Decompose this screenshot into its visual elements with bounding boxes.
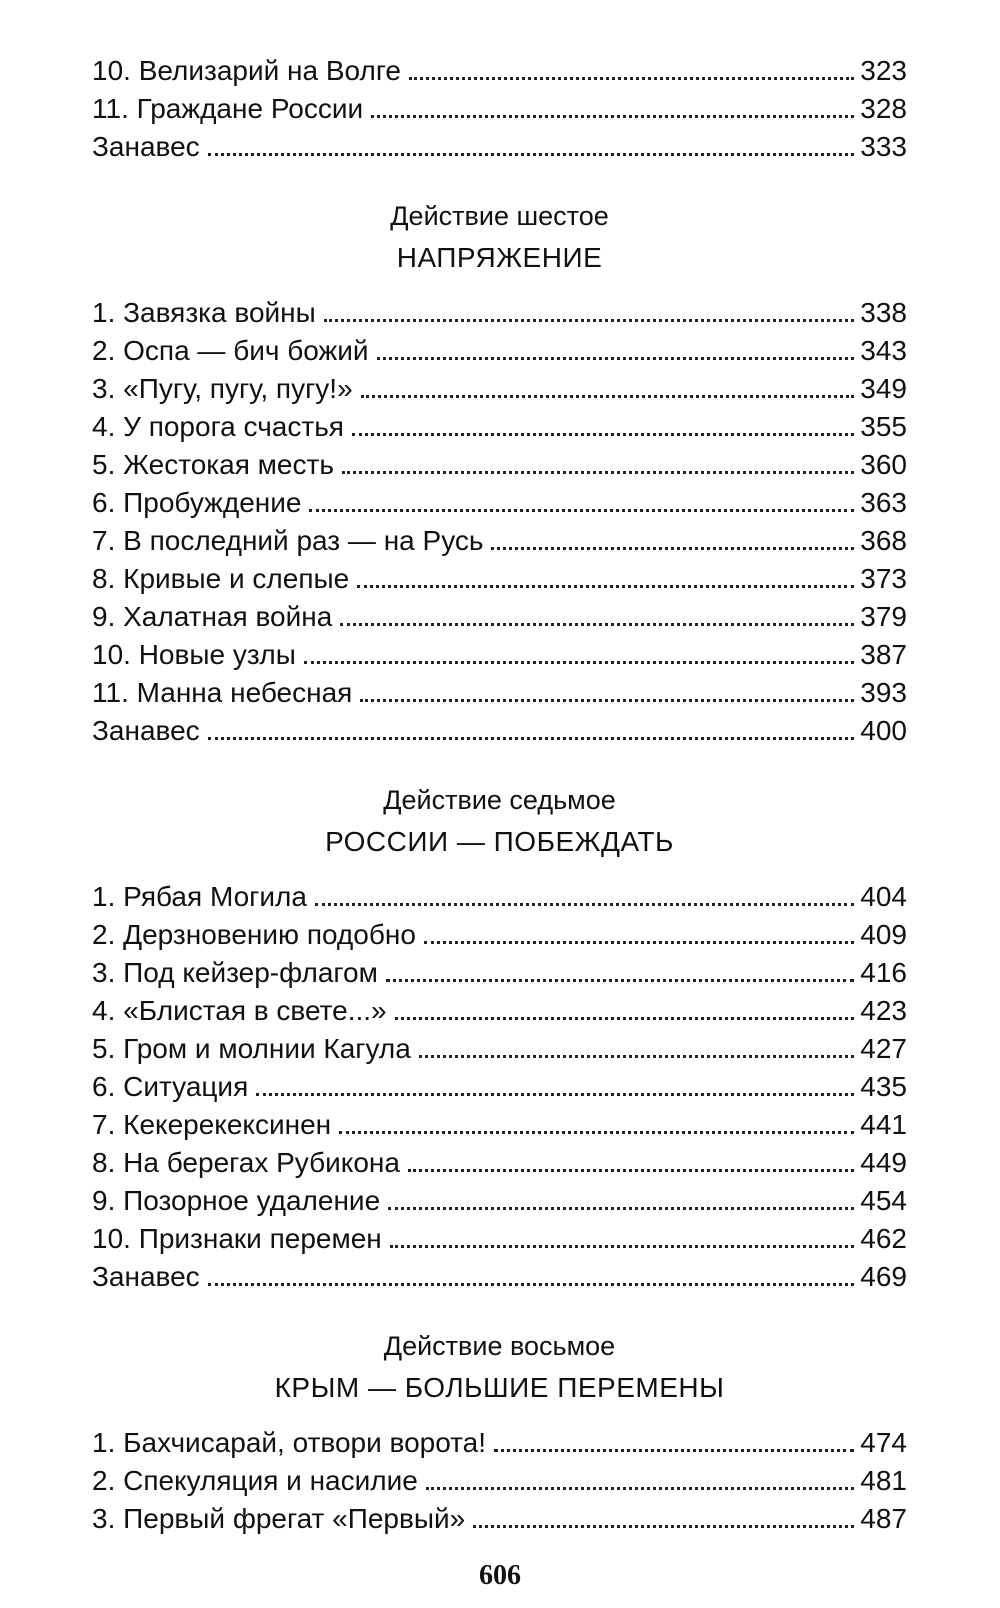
toc-entry-title: 10. Велизарий на Волге [92,55,401,86]
toc-entry-title: 3. Под кейзер-флагом [92,957,378,988]
toc-entry-page: 487 [860,1503,907,1534]
toc-entry-page: 373 [860,563,907,594]
toc-entry [92,878,907,916]
toc-entry [92,1030,907,1068]
toc-entry-page: 349 [860,373,907,404]
toc-entry-title: 1. Завязка войны [92,297,316,328]
toc-entry-page: 368 [860,525,907,556]
dot-leader [361,389,855,398]
dot-leader [409,71,854,80]
toc-entry-page: 343 [860,335,907,366]
act-title: НАПРЯЖЕНИЕ [396,242,603,273]
toc-entry-title: 8. Кривые и слепые [92,563,350,594]
toc-entry-title: 3. «Пугу, пугу, пугу!» [92,373,353,404]
top-entries [92,52,907,166]
toc-entry-page: 404 [860,881,907,912]
toc-entry-title: 7. Кекерекексинен [92,1109,332,1140]
toc-entry-title: Занавес [92,715,200,746]
toc-entry-page: 338 [860,297,907,328]
page-number: 606 [479,1560,521,1591]
toc-entry-page: 481 [860,1465,907,1496]
table-of-contents [92,52,907,1538]
toc-entry-page: 454 [860,1185,907,1216]
toc-entry-page: 328 [860,93,907,124]
toc-entry-title: 6. Пробуждение [92,487,302,518]
toc-entry-page: 360 [860,449,907,480]
toc-entry-page: 393 [860,677,907,708]
dot-leader [426,1481,854,1490]
toc-entry-page: 333 [860,131,907,162]
toc-entry [92,1258,907,1296]
dot-leader [419,1049,855,1058]
toc-entry [92,408,907,446]
dot-leader [424,935,854,944]
section-heading [92,1326,907,1410]
dot-leader [309,503,854,512]
dot-leader [256,1087,854,1096]
dot-leader [304,655,854,664]
toc-entry [92,370,907,408]
toc-entry [92,992,907,1030]
toc-entry-title: 5. Жестокая месть [92,449,334,480]
section-heading [92,780,907,864]
dot-leader [386,973,854,982]
dot-leader [324,313,855,322]
toc-entry [92,636,907,674]
toc-entry-title: 2. Дерзновению подобно [92,919,416,950]
toc-entry-page: 323 [860,55,907,86]
toc-entry [92,90,907,128]
act-label: Действие шестое [390,201,609,231]
toc-entry-title: 2. Оспа — бич божий [92,335,369,366]
toc-entry-title: 9. Позорное удаление [92,1185,381,1216]
toc-entry-title: 1. Бахчисарай, отвори ворота! [92,1427,487,1458]
toc-entry-title: 4. У порога счастья [92,411,344,442]
toc-entry [92,1500,907,1538]
dot-leader [491,541,854,550]
toc-entry-title: 10. Новые узлы [92,639,296,670]
dot-leader [339,1125,854,1134]
toc-entry [92,128,907,166]
act-title: КРЫМ — БОЛЬШИЕ ПЕРЕМЕНЫ [274,1372,725,1403]
act-label: Действие восьмое [383,1331,616,1361]
toc-entry [92,446,907,484]
toc-entry-page: 427 [860,1033,907,1064]
act-title: РОССИИ — ПОБЕЖДАТЬ [325,826,674,857]
toc-entry-page: 449 [860,1147,907,1178]
toc-entry [92,332,907,370]
section-heading [92,196,907,280]
dot-leader [494,1443,854,1452]
toc-entry-title: Занавес [92,1261,200,1292]
dot-leader [360,693,854,702]
toc-entry-page: 474 [860,1427,907,1458]
toc-entry-page: 469 [860,1261,907,1292]
toc-entry [92,1424,907,1462]
toc-entry-page: 387 [860,639,907,670]
toc-entry-title: 9. Халатная война [92,601,333,632]
dot-leader [390,1239,855,1248]
toc-entry-title: Занавес [92,131,200,162]
toc-entry-page: 416 [860,957,907,988]
toc-entry-page: 435 [860,1071,907,1102]
toc-entry-title: 4. «Блистая в свете...» [92,995,387,1026]
toc-entry-page: 423 [860,995,907,1026]
toc-entry [92,1106,907,1144]
toc-entry-page: 462 [860,1223,907,1254]
dot-leader [352,427,854,436]
toc-entry-title: 10. Признаки перемен [92,1223,382,1254]
dot-leader [208,1277,855,1286]
toc-entry-title: 11. Манна небесная [92,677,353,708]
toc-entry-title: 1. Рябая Могила [92,881,307,912]
toc-entry-page: 409 [860,919,907,950]
toc-entry [92,52,907,90]
toc-entry [92,598,907,636]
toc-entry [92,522,907,560]
toc-entry-page: 363 [860,487,907,518]
act-label: Действие седьмое [383,785,616,815]
toc-entry [92,1144,907,1182]
toc-entry-title: 3. Первый фрегат «Первый» [92,1503,466,1534]
toc-entry [92,916,907,954]
toc-entry-page: 379 [860,601,907,632]
toc-entry-page: 400 [860,715,907,746]
toc-entry [92,674,907,712]
toc-entry [92,1068,907,1106]
dot-leader [357,579,854,588]
dot-leader [208,731,855,740]
dot-leader [371,109,854,118]
toc-entry-page: 355 [860,411,907,442]
toc-entry-title: 6. Ситуация [92,1071,249,1102]
toc-entry [92,712,907,750]
dot-leader [408,1163,854,1172]
dot-leader [340,617,854,626]
toc-entry-title: 2. Спекуляция и насилие [92,1465,418,1496]
dot-leader [342,465,854,474]
dot-leader [473,1519,854,1528]
toc-entry [92,1182,907,1220]
toc-entry [92,484,907,522]
toc-entry [92,294,907,332]
toc-entry-title: 7. В последний раз — на Русь [92,525,484,556]
dot-leader [315,897,854,906]
toc-entry-title: 11. Граждане России [92,93,364,124]
dot-leader [395,1011,855,1020]
toc-entry [92,1462,907,1500]
toc-entry-title: 5. Гром и молнии Кагула [92,1033,411,1064]
toc-entry [92,954,907,992]
toc-entry [92,560,907,598]
dot-leader [388,1201,854,1210]
toc-entry-page: 441 [860,1109,907,1140]
toc-entry [92,1220,907,1258]
dot-leader [377,351,855,360]
sections [92,196,907,1538]
dot-leader [208,147,855,156]
toc-entry-title: 8. На берегах Рубикона [92,1147,400,1178]
